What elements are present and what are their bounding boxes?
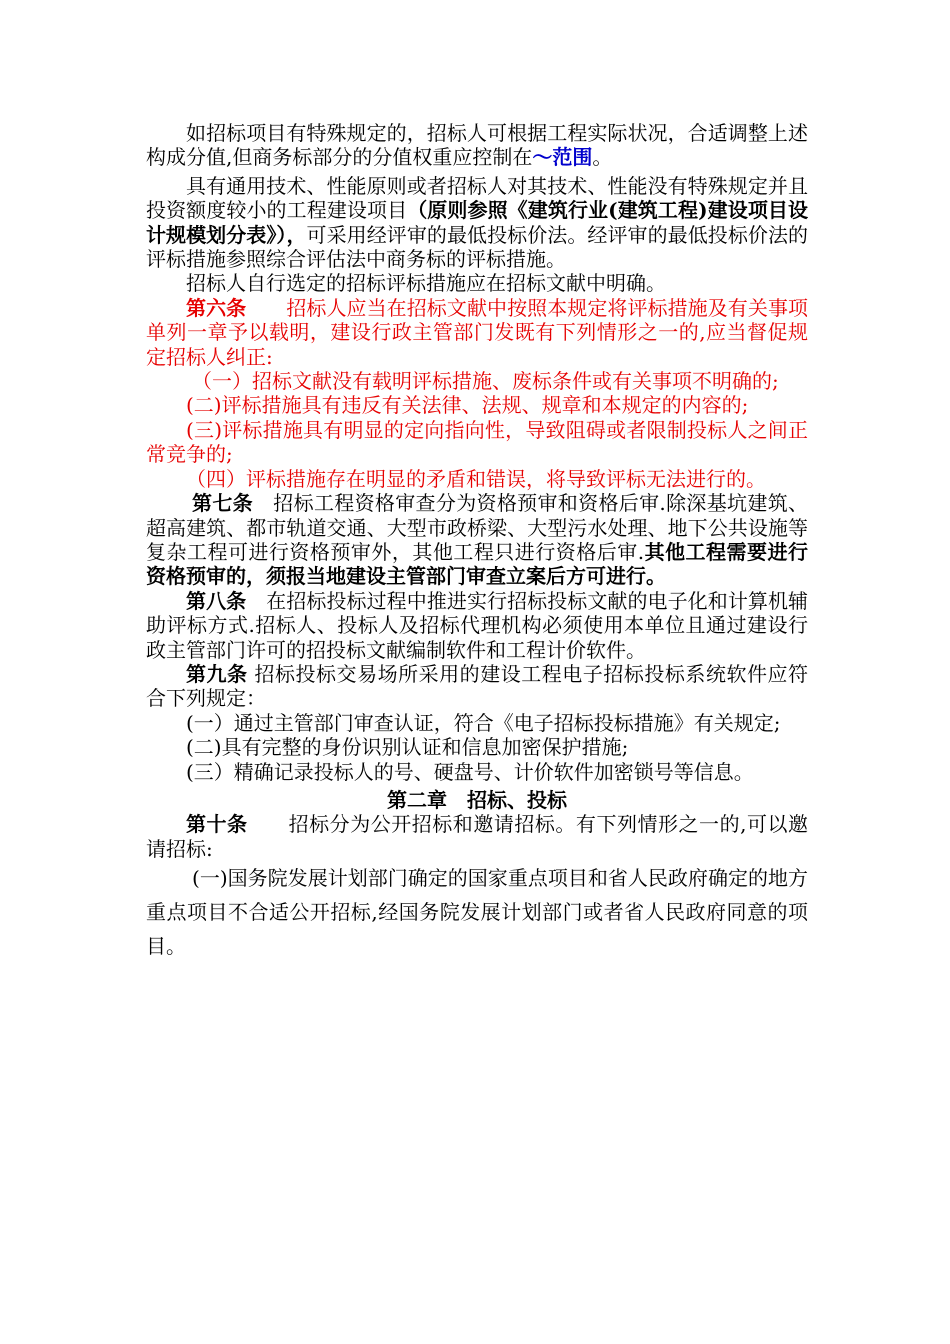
list-item: (一）通过主管部门审查认证，符合《电子招标投标措施》有关规定;: [186, 710, 781, 735]
list-item: (二)评标措施具有违反有关法律、法规、规章和本规定的内容的;: [186, 393, 749, 418]
chapter-heading: [146, 788, 808, 812]
list-item: (三）精确记录投标人的号、硬盘号、计价软件加密锁号等信息。: [186, 759, 754, 784]
article-9-item-3: [146, 760, 808, 784]
list-item: （四）评标措施存在明显的矛盾和错误，将导致评标无法进行的。: [186, 466, 766, 491]
article-9-item-1: [146, 711, 808, 735]
paragraph-text: 如招标项目有特殊规定的，招标人可根据工程实际状况，合适调整上述构成分值,但商务标部分的分值权重应控制在: [146, 121, 808, 170]
chapter-title: 第二章 招标、投标: [387, 787, 567, 812]
paragraph-evaluation-method: [146, 271, 808, 295]
article-6: [146, 296, 808, 369]
article-9-item-2: [146, 735, 808, 759]
article-body: 招标工程资格审查分为资格预审和资格后审.除深基坑建筑、超高建筑、都市轨道交通、大型市政桥梁、大型污水处理、地下公共设施等复杂工程可进行资格预审外，其他工程只进行资格后审.: [146, 491, 809, 564]
list-item: (一)国务院发展计划部门确定的国家重点项目和省人民政府确定的地方重点项目不合适公开招标,经国务院发展计划部门或者省人民政府同意的项目。: [146, 866, 808, 959]
article-bold-clause: 其他工程需要进行资格预审的，须报当地建设主管部门审查立案后方可进行。: [146, 539, 809, 589]
article-body: 招标分为公开招标和邀请招标。有下列情形之一的,可以邀请招标:: [146, 812, 809, 861]
list-item: (三)评标措施具有明显的定向指向性，导致阻碍或者限制投标人之间正常竞争的;: [146, 417, 808, 467]
paragraph-bold-reference: （原则参照《建筑行业(建筑工程)建设项目设计规模划分表》），: [146, 198, 809, 247]
list-item: （一）招标文献没有载明评标措施、废标条件或有关事项不明确的;: [192, 369, 779, 394]
article-6-item-4: [146, 467, 808, 491]
article-title: 第九条: [186, 661, 248, 686]
article-10-item-1: [146, 861, 808, 963]
score-range-highlight: ～范围: [532, 145, 593, 170]
article-title: 第六条: [186, 295, 247, 320]
article-body: 在招标投标过程中推进实行招标投标文献的电子化和计算机辅助评标方式.招标人、投标人及招标代理机构必须使用本单位且通过建设行政主管部门许可的招投标文献编制软件和工程计价软件。: [146, 588, 809, 662]
paragraph-text: 可采用经评审的最低投标价法。经评审的最低投标价法的评标措施参照综合评估法中商务标的评标措施。: [146, 222, 809, 272]
article-9: [146, 662, 808, 711]
document-body: [146, 121, 808, 963]
list-item: (二)具有完整的身份识别认证和信息加密保护措施;: [186, 735, 629, 760]
article-6-item-3: [146, 418, 808, 467]
article-10: [146, 812, 808, 861]
article-title: 第十条: [186, 812, 248, 837]
paragraph-text: 招标人自行选定的招标评标措施应在招标文献中明确。: [186, 271, 666, 296]
paragraph-score-weight: [146, 121, 808, 170]
article-6-item-2: [146, 393, 808, 417]
paragraph-lowest-bid: [146, 174, 808, 272]
article-body: 招标人应当在招标文献中按照本规定将评标措施及有关事项单列一章予以载明，建设行政主管部门发既有下列情形之一的,应当督促规定招标人纠正:: [146, 295, 809, 369]
article-title: 第七条: [192, 491, 253, 516]
article-title: 第八条: [186, 588, 247, 613]
article-8: [146, 589, 808, 662]
article-6-item-1: [146, 369, 808, 393]
article-7: [146, 491, 808, 589]
paragraph-text: 具有通用技术、性能原则或者招标人对其技术、性能没有特殊规定并且投资额度较小的工程建设项目: [146, 173, 808, 223]
paragraph-text: 。: [592, 145, 613, 170]
article-body: 招标投标交易场所采用的建设工程电子招标投标系统软件应符合下列规定：: [146, 661, 809, 711]
